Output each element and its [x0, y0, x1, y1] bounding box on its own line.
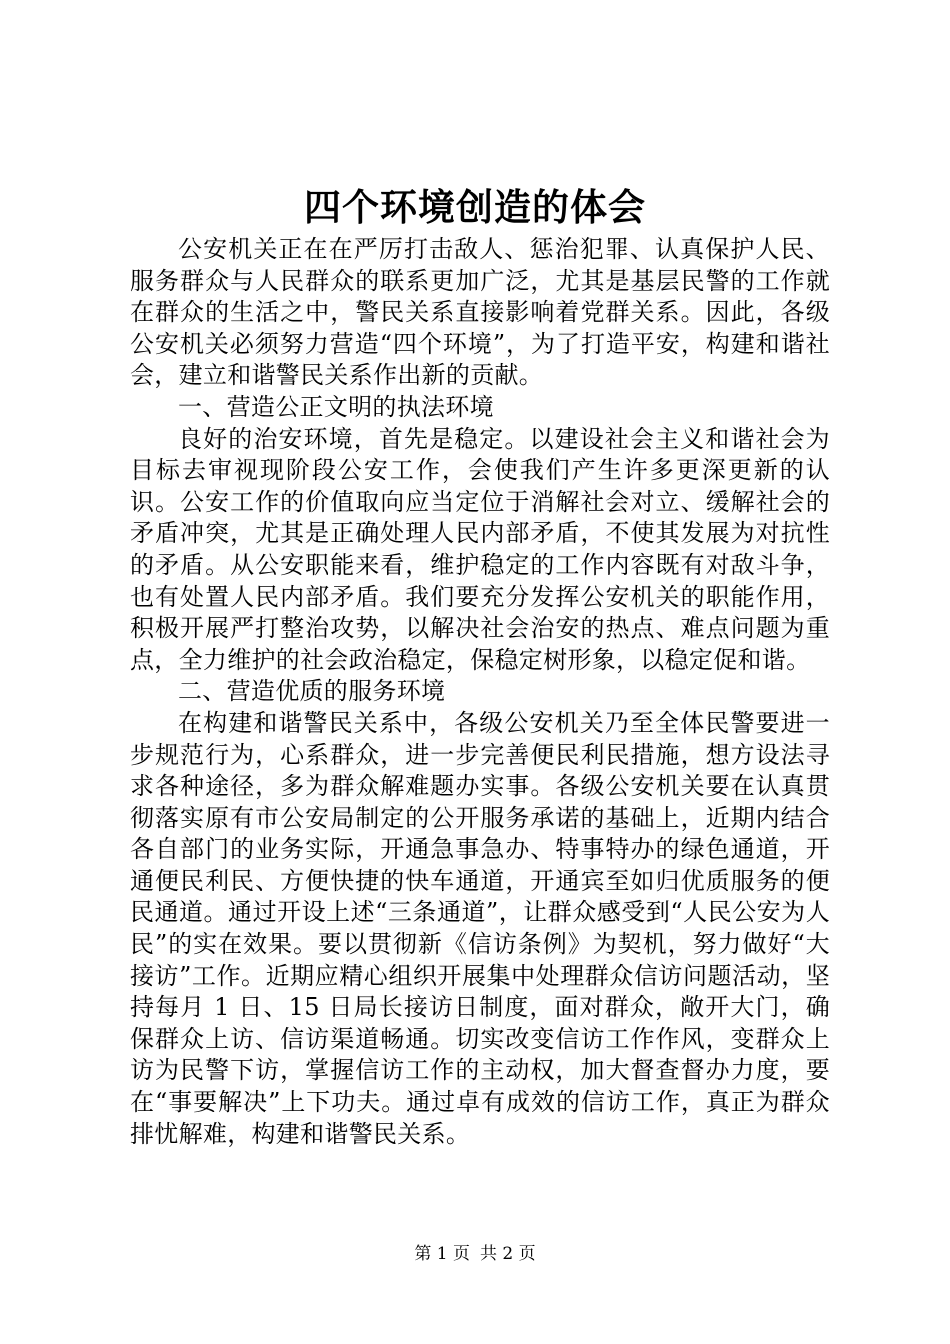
paragraph-section-1: 良好的治安环境，首先是稳定。以建设社会主义和谐社会为目标去审视现阶段公安工作，会使我们产生许多更深更新的认识。公安工作的价值取向应当定位于消解社会对立、缓解社会的矛盾冲突，尤其是正确处理人民内部矛盾，不使其发展为对抗性的矛盾。从公安职能来看，维护稳定的工作内容既有对敌斗争，也有处置人民内部矛盾。我们要充分发挥公安机关的职能作用，积极开展严打整治攻势，以解决社会治安的热点、难点问题为重点，全力维护的社会政治稳定，保稳定树形象，以稳定促和谐。: [130, 424, 830, 674]
document-title: 四个环境创造的体会: [304, 185, 646, 229]
paragraph-section-2: 在构建和谐警民关系中，各级公安机关乃至全体民警要进一步规范行为，心系群众，进一步完善便民利民措施，想方设法寻求各种途径，多为群众解难题办实事。各级公安机关要在认真贯彻落实原有市公安局制定的公开服务承诺的基础上，近期内结合各自部门的业务实际，开通急事急办、特事特办的绿色通道，开通便民利民、方便快捷的快车通道，开通宾至如归优质服务的便民通道。通过开设上述“三条通道”，让群众感受到“人民公安为人民”的实在效果。要以贯彻新《信访条例》为契机，努力做好“大接访”工作。近期应精心组织开展集中处理群众信访问题活动，坚持每月 1 日、15 日局长接访日制度，面对群众，敞开大门，确保群众上访、信访渠道畅通。切实改变信访工作作风，变群众上访为民警下访，掌握信访工作的主动权，加大督查督办力度，要在“事要解决”上下功夫。通过卓有成效的信访工作，真正为群众排忧解难，构建和谐警民关系。: [130, 708, 830, 1148]
section-heading-2: 二、营造优质的服务环境: [178, 677, 446, 706]
page-number-current: 第 1 页: [414, 1244, 470, 1264]
page-footer: [0, 1243, 950, 1265]
document-body: [130, 234, 830, 1150]
section-heading-1: 一、营造公正文明的执法环境: [178, 392, 494, 421]
paragraph-intro: 公安机关正在在严厉打击敌人、惩治犯罪、认真保护人民、服务群众与人民群众的联系更加广泛，尤其是基层民警的工作就在群众的生活之中，警民关系直接影响着党群关系。因此，各级公安机关必须努力营造“四个环境”，为了打造平安，构建和谐社会，建立和谐警民关系作出新的贡献。: [130, 235, 830, 390]
page-number-total: 共 2 页: [480, 1244, 536, 1264]
